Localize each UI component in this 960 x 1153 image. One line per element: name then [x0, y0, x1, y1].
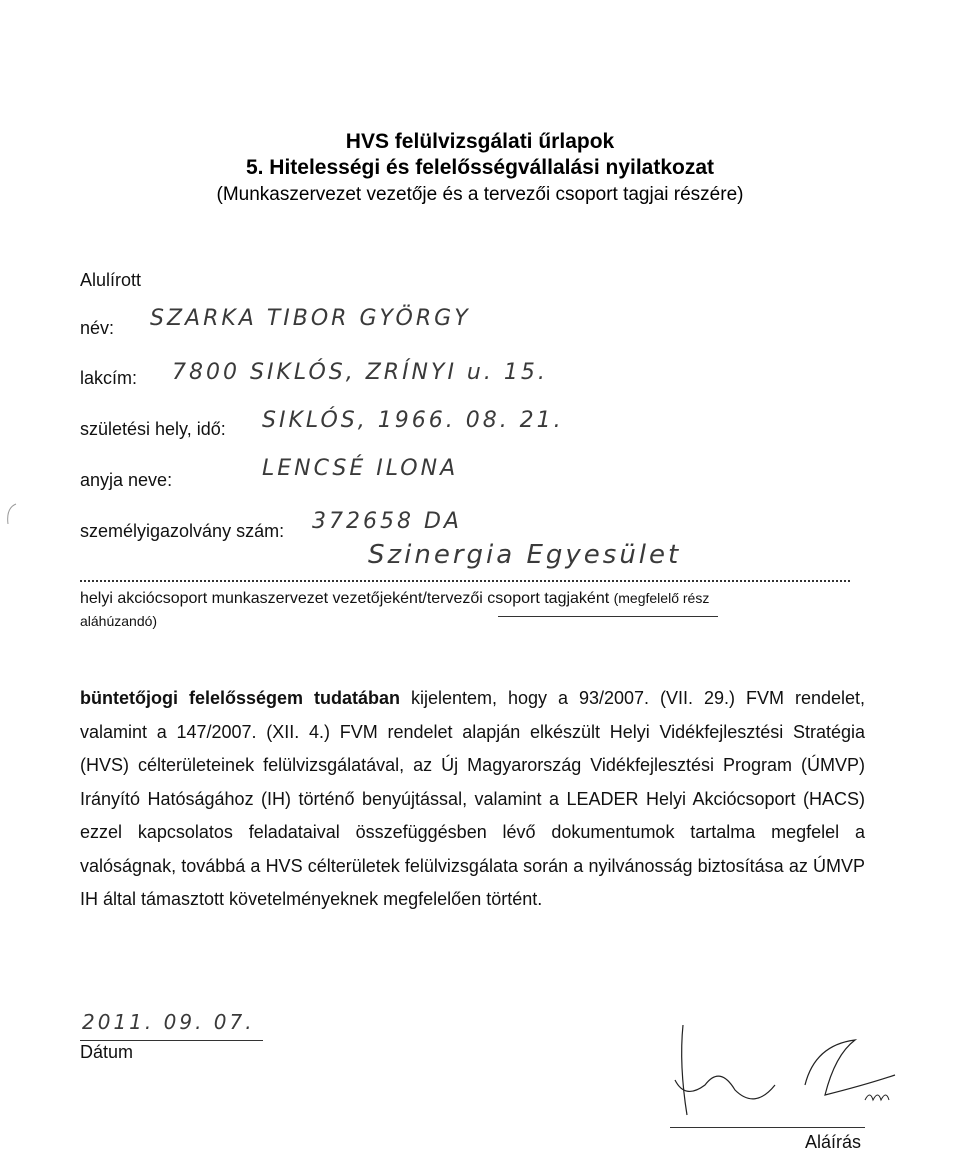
signature-mark	[665, 1005, 935, 1125]
date-value: 2011. 09. 07.	[82, 1010, 255, 1034]
name-label: név:	[80, 318, 115, 338]
statement-paragraph	[80, 682, 865, 917]
form-subtitle: 5. Hitelességi és felelősségvállalási nyilatkozat	[245, 156, 715, 179]
role-hint-line2: aláhúzandó)	[80, 613, 158, 629]
margin-mark	[0, 500, 20, 530]
address-label: lakcím:	[80, 368, 138, 388]
organization-dotted-line	[80, 570, 850, 582]
page-title: HVS felülvizsgálati űrlapok	[345, 130, 615, 153]
intro-text: Alulírott	[80, 270, 142, 290]
birth-label: születési hely, idő:	[80, 419, 226, 439]
role-underline	[498, 616, 718, 617]
form-note: (Munkaszervezet vezetője és a tervezői csoport tagjai részére)	[216, 184, 744, 205]
mother-name-value: LENCSÉ ILONA	[262, 456, 459, 481]
birth-value: SIKLÓS, 1966. 08. 21.	[262, 408, 564, 433]
role-text: helyi akciócsoport munkaszervezet vezetőjeként/tervezői csoport tagjaként	[80, 590, 610, 607]
statement-text: kijelentem, hogy a 93/2007. (VII. 29.) FVM rendelet, valamint a 147/2007. (XII. 4.) FVM rendelet alapján elkészült Helyi Vidékfejlesztési Stratégia (HVS) célterületeinek felülvizsgálatával, az Új Magyarország Vidékfejlesztési Program (ÚMVP) Irányító Hatóságához (IH) történő benyújtással, valamint a LEADER Helyi Akciócsoport (HACS) ezzel kapcsolatos feladataival összefüggésben lévő dokumentumok tartalma megfelel a valóságnak, továbbá a HVS célterületek felülvizsgálata során a nyilvánosság biztosítása az ÚMVP IH által támasztott követelményeknek megfelelően történt.	[80, 688, 865, 909]
role-hint: (megfelelő rész	[613, 590, 710, 606]
role-line	[80, 590, 709, 608]
address-value: 7800 SIKLÓS, ZRÍNYI u. 15.	[172, 360, 548, 385]
date-label: Dátum	[80, 1042, 134, 1062]
mother-name-label: anyja neve:	[80, 470, 173, 490]
signature-line	[670, 1127, 865, 1128]
signature-label: Aláírás	[805, 1132, 862, 1152]
statement-bold: büntetőjogi felelősségem tudatában	[80, 688, 400, 708]
id-number-value: 372658 DA	[312, 509, 462, 534]
date-line	[80, 1040, 263, 1041]
id-number-label: személyigazolvány szám:	[80, 521, 285, 541]
name-value: SZARKA TIBOR GYÖRGY	[150, 306, 471, 331]
organization-value: Szinergia Egyesület	[368, 540, 682, 570]
